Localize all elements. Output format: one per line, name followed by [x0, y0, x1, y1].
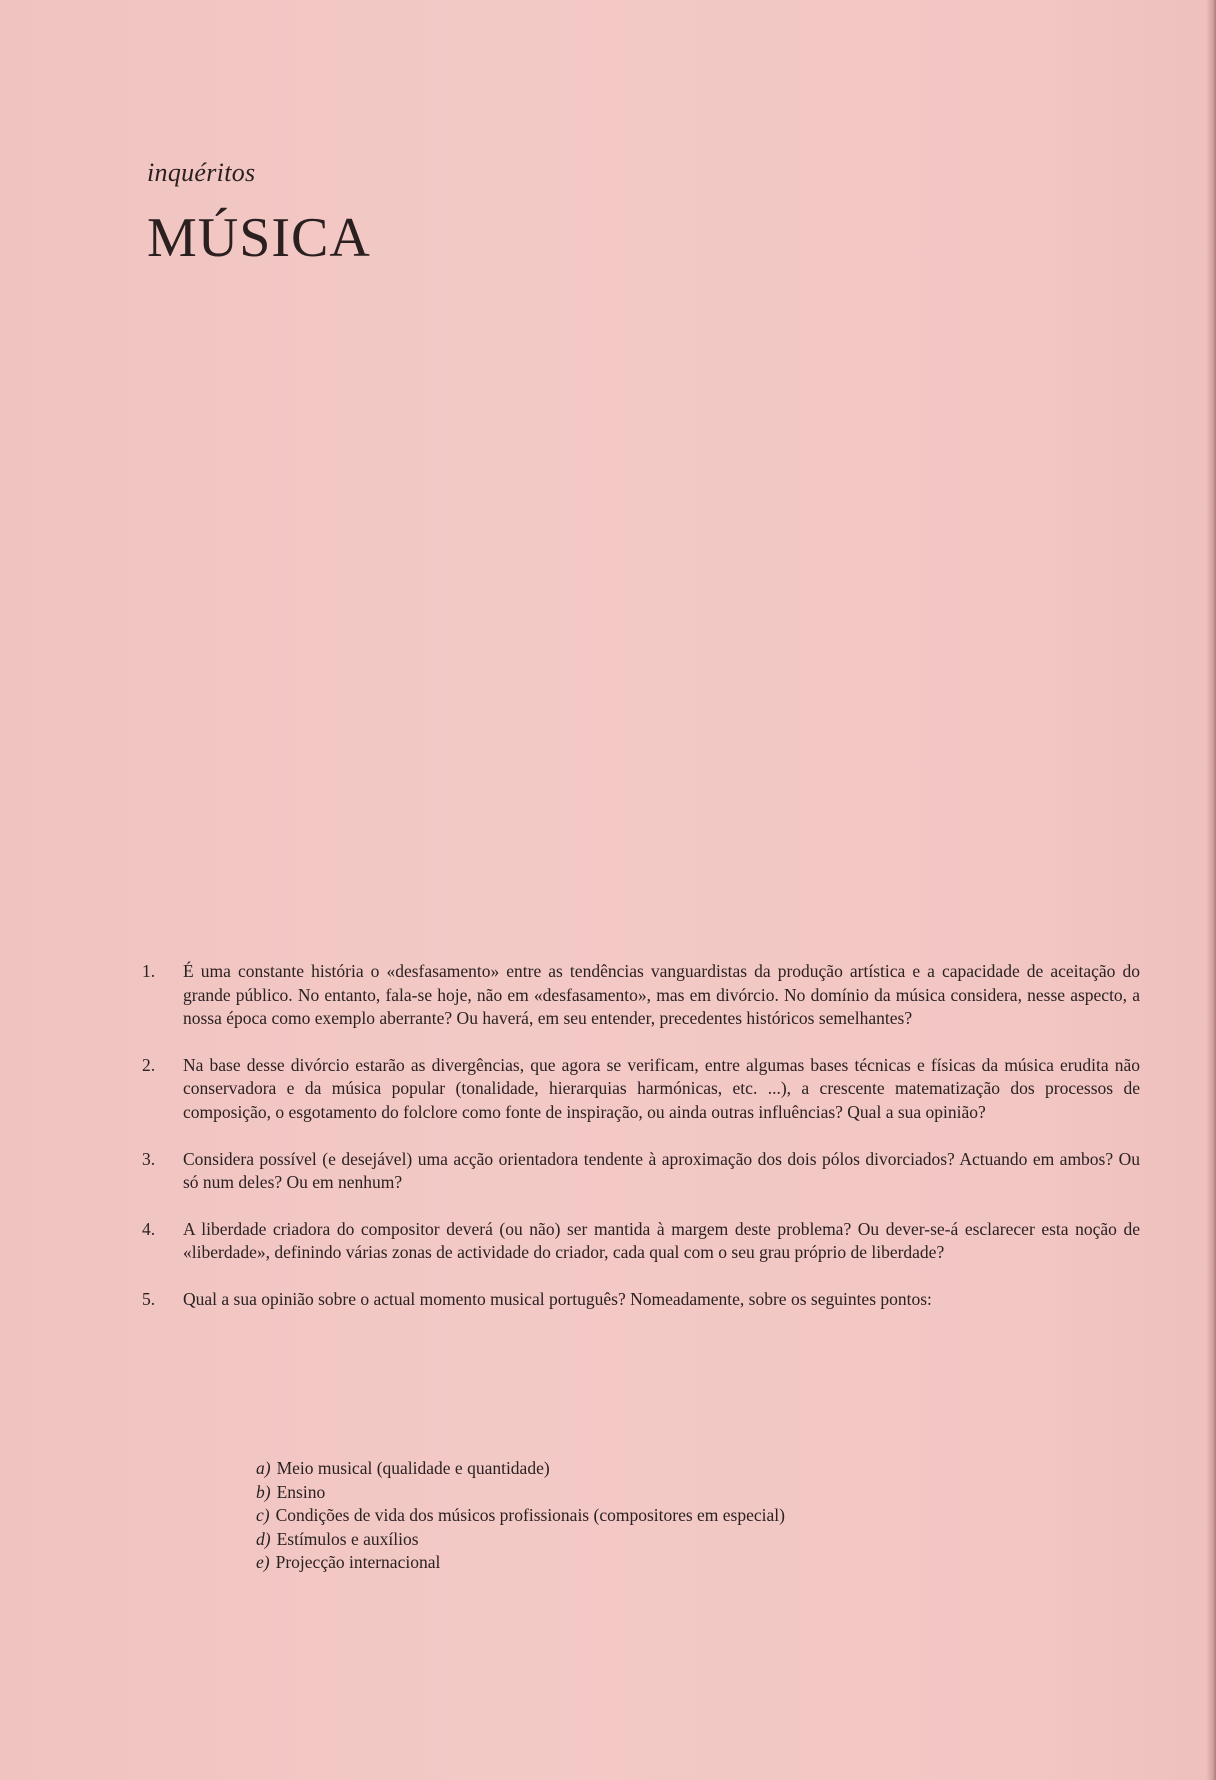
- subitem-text: Ensino: [276, 1481, 326, 1502]
- question-number: 2.: [142, 1054, 156, 1075]
- question-number: 5.: [142, 1288, 156, 1309]
- section-label: inquéritos: [147, 158, 256, 187]
- page-edge-shadow: [1206, 0, 1216, 1780]
- question-text: É uma constante história o «desfasamento» entre as tendências vanguardistas da produção artística e a capacidade de aceitação do grande público. No entanto, fala-se hoje, não em «desfasamento», mas em divórcio. No domínio da música considera, nesse aspecto, a nossa época como exemplo aberrante? Ou haverá, em seu entender, precedentes históricos semelhantes?: [183, 961, 1140, 1029]
- subitem-letter: e): [256, 1552, 270, 1573]
- subitem: [256, 1528, 1156, 1552]
- subitem-letter: d): [256, 1528, 271, 1549]
- page-title: MÚSICA: [147, 207, 371, 269]
- subitem: [256, 1481, 1156, 1505]
- subitem-text: Estímulos e auxílios: [276, 1528, 419, 1549]
- question-item: [140, 1054, 1140, 1125]
- question-text: Considera possível (e desejável) uma acção orientadora tendente à aproximação dos dois pólos divorciados? Actuando em ambos? Ou só num deles? Ou em nenhum?: [183, 1148, 1140, 1193]
- question-text: Qual a sua opinião sobre o actual momento musical português? Nomeadamente, sobre os seguintes pontos:: [183, 1288, 932, 1309]
- subitem: [256, 1551, 1156, 1575]
- question-number: 3.: [142, 1148, 156, 1169]
- subitem: [256, 1504, 1156, 1528]
- question-number: 1.: [142, 961, 156, 981]
- subitem-letter: a): [256, 1458, 271, 1478]
- question-item: [140, 1288, 1140, 1312]
- subitem-letter: c): [256, 1505, 270, 1526]
- question-item: [140, 1218, 1140, 1265]
- subitem-text: Condições de vida dos músicos profissionais (compositores em especial): [275, 1505, 785, 1526]
- question-number: 4.: [142, 1218, 156, 1239]
- question-item: [140, 1148, 1140, 1195]
- subitem-text: Projecção internacional: [275, 1552, 441, 1573]
- question-text: Na base desse divórcio estarão as divergências, que agora se verificam, entre algumas bases técnicas e físicas da música erudita não conservadora e da música popular (tonalidade, hierarquias harmónicas, etc. ...), a crescente matematização dos processos de composição, o esgotamento do folclore como fonte de inspiração, ou ainda outras influências? Qual a sua opinião?: [183, 1054, 1140, 1122]
- question-list: [140, 960, 1140, 1335]
- subitem-letter: b): [256, 1481, 271, 1502]
- question-text: A liberdade criadora do compositor deverá (ou não) ser mantida à margem deste problema? Ou dever-se-á esclarecer esta noção de «liberdade», definindo várias zonas de actividade do criador, cada qual com o seu grau próprio de liberdade?: [183, 1218, 1140, 1263]
- question-item: [140, 960, 1140, 1031]
- subitem-text: Meio musical (qualidade e quantidade): [276, 1458, 550, 1478]
- subitem-list: [183, 1457, 1156, 1575]
- subitem: [256, 1457, 1156, 1481]
